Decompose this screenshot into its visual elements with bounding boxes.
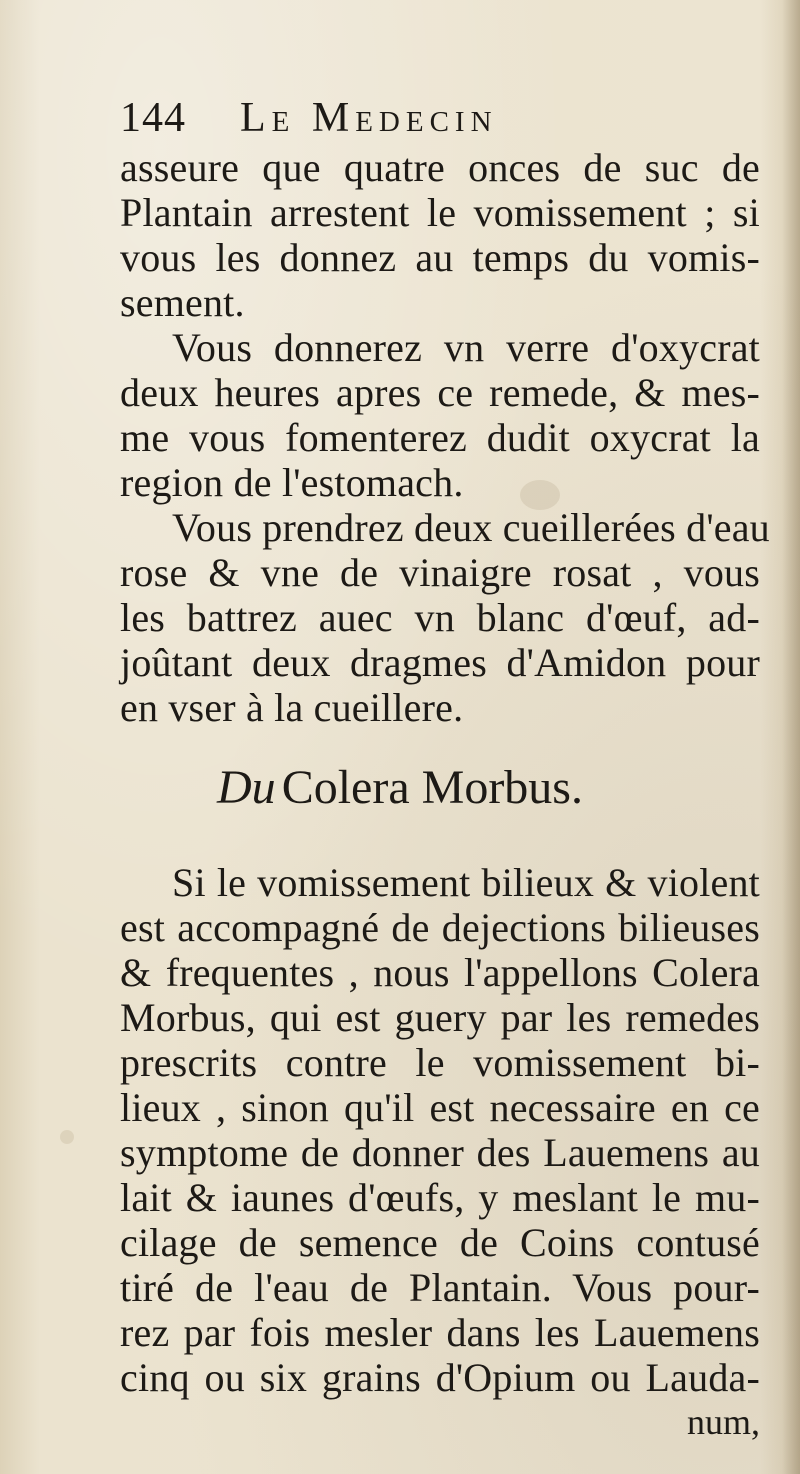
- text-line: & frequentes , nous l'appellons Colera: [120, 950, 760, 995]
- text-line: vous les donnez au temps du vomis-: [120, 235, 760, 280]
- paragraph-oxycrat: [120, 325, 760, 505]
- paragraph-eau-rose: [120, 505, 770, 730]
- text-line: Si le vomissement bilieux & violent: [172, 860, 760, 905]
- section-heading-prefix: Du: [217, 761, 276, 814]
- text-line: lieux , sinon qu'il est necessaire en ce: [120, 1085, 760, 1130]
- text-line: asseure que quatre onces de suc de: [120, 145, 760, 190]
- text-line: deux heures apres ce remede, & mes-: [120, 370, 760, 415]
- text-line: joûtant deux dragmes d'Amidon pour: [120, 640, 760, 685]
- text-line: rez par fois mesler dans les Lauemens: [120, 1310, 760, 1355]
- text-line: region de l'estomach.: [120, 460, 464, 505]
- text-line: cilage de semence de Coins contusé: [120, 1220, 760, 1265]
- text-line: cinq ou six grains d'Opium ou Lauda-: [120, 1355, 760, 1400]
- text-line: les battrez auec vn blanc d'œuf, ad-: [120, 595, 760, 640]
- text-line: symptome de donner des Lauemens au: [120, 1130, 760, 1175]
- section-heading: [0, 760, 800, 816]
- text-line: lait & iaunes d'œufs, y meslant le mu-: [120, 1175, 760, 1220]
- text-line: me vous fomenterez dudit oxycrat la: [120, 415, 760, 460]
- text-line: tiré de l'eau de Plantain. Vous pour-: [120, 1265, 760, 1310]
- page-header: [120, 90, 680, 146]
- text-line: sement.: [120, 280, 245, 325]
- text-line: Vous prendrez deux cueillerées d'eau: [172, 505, 770, 550]
- running-head: Le Medecin: [240, 95, 498, 141]
- paper-stain: [60, 1130, 74, 1144]
- text-line: Plantain arrestent le vomissement ; si: [120, 190, 760, 235]
- text-line: Vous donnerez vn verre d'oxycrat: [172, 325, 760, 370]
- paragraph-asseure: [120, 145, 760, 325]
- text-line: prescrits contre le vomissement bi-: [120, 1040, 760, 1085]
- text-line: est accompagné de dejections bilieuses: [120, 905, 760, 950]
- section-heading-title: Colera Morbus.: [281, 761, 583, 814]
- text-line: Morbus, qui est guery par les remedes: [120, 995, 760, 1040]
- text-line: en vser à la cueillere.: [120, 685, 464, 730]
- text-line: rose & vne de vinaigre rosat , vous: [120, 550, 760, 595]
- catchword: num,: [686, 1402, 760, 1442]
- page-edge-shadow: [782, 0, 800, 1474]
- paragraph-colera-morbus: [120, 860, 760, 1400]
- page-number: 144: [120, 95, 186, 141]
